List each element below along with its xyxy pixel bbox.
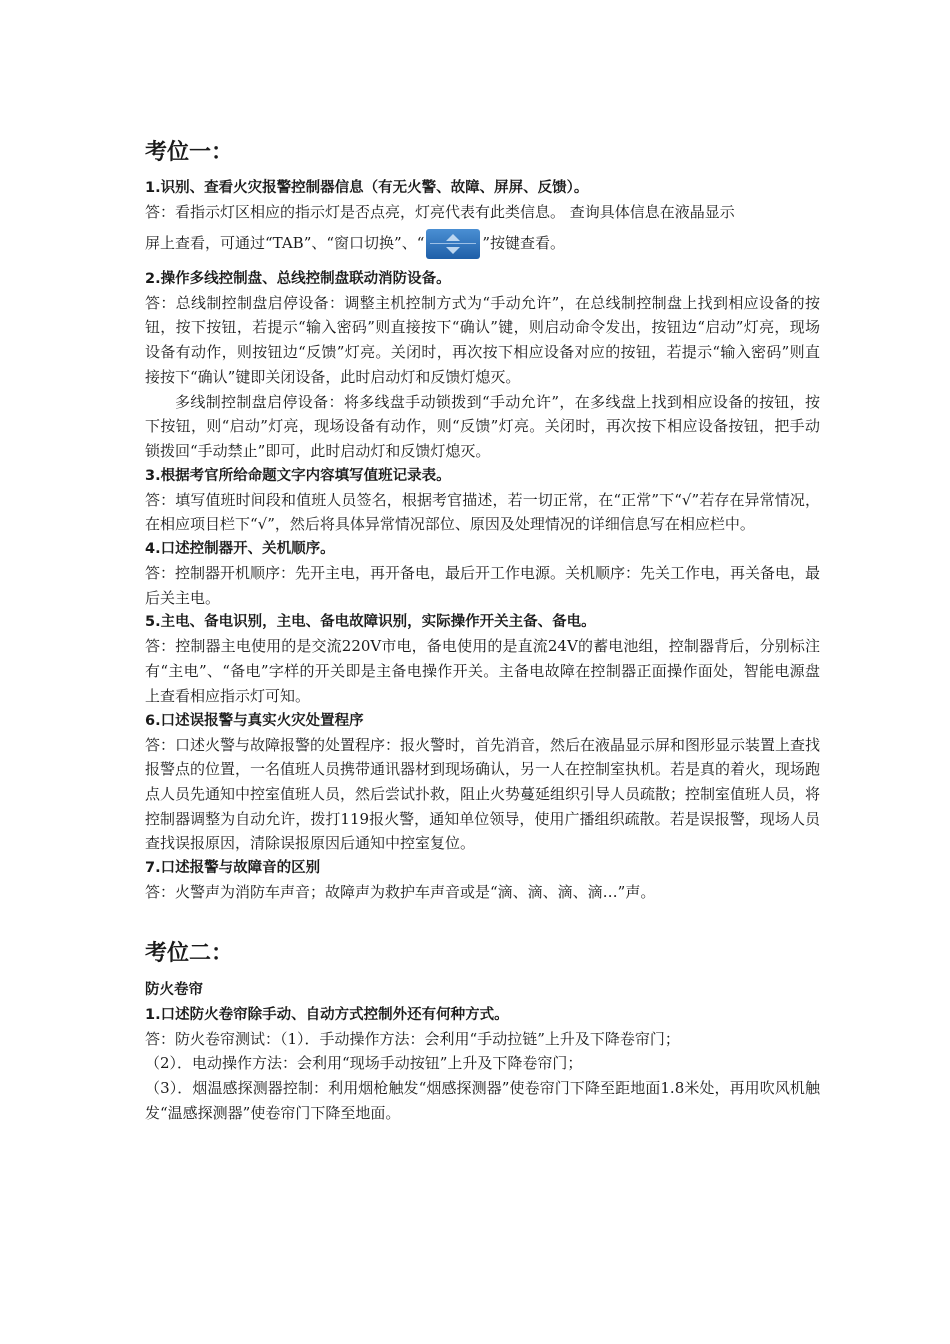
answer-5: 答：控制器主电使用的是交流220V市电，备电使用的是直流24V的蓄电池组，控制器背后，分别标注有“主电”、“备电”字样的开关即是主备电操作开关。主备电故障在控制器正面操作面处，智能电源盘上查看相应指示灯可知。 xyxy=(145,637,820,705)
question-2: 2.操作多线控制盘、总线控制盘联动消防设备。 xyxy=(145,270,451,287)
answer-7: 答：火警声为消防车声音；故障声为救护车声音或是“滴、滴、滴、滴…”声。 xyxy=(145,883,656,902)
answer-1-line-2 xyxy=(145,225,820,261)
answer-2-extra: 多线制控制盘启停设备：将多线盘手动锁拨到“手动允许”，在多线盘上找到相应设备的按钮，按下按钮，则“启动”灯亮，现场设备有动作，则“反馈”灯亮。关闭时，再次按下相应设备按钮，把手动锁拨回“手动禁止”即可，此时启动灯和反馈灯熄灭。 xyxy=(145,392,820,460)
section-subtitle: 防火卷帘 xyxy=(145,981,203,998)
question-6: 6.口述误报警与真实火灾处置程序 xyxy=(145,712,364,729)
answer-1-text-after: ”按键查看。 xyxy=(482,233,566,252)
answer-8-line-1: 答：防火卷帘测试：（1）．手动操作方法：会利用“手动拉链”上升及下降卷帘门； xyxy=(145,1029,680,1048)
up-down-key-icon xyxy=(426,229,480,259)
question-4: 4.口述控制器开、关机顺序。 xyxy=(145,541,335,558)
section-title-2: 考位二： xyxy=(145,939,234,966)
answer-1-line-1: 答：看指示灯区相应的指示灯是否点亮，灯亮代表有此类信息。 查询具体信息在液晶显示 xyxy=(145,203,735,221)
question-7: 7.口述报警与故障音的区别 xyxy=(145,860,321,877)
question-1: 1.识别、查看火灾报警控制器信息（有无火警、故障、屏屏、反馈）。 xyxy=(145,180,589,196)
answer-8-line-3: （3）．烟温感探测器控制：利用烟枪触发“烟感探测器”使卷帘门下降至距地面1.8米处，再用吹风机触发“温感探测器”使卷帘门下降至地面。 xyxy=(145,1079,820,1122)
answer-3: 答：填写值班时间段和值班人员签名，根据考官描述，若一切正常，在“正常”下“√”若存在异常情况，在相应项目栏下“√”，然后将具体异常情况部位、原因及处理情况的详细信息写在相应栏中。 xyxy=(145,490,820,534)
document-content xyxy=(145,132,820,1126)
arrow-up-icon xyxy=(446,234,460,241)
answer-4: 答：控制器开机顺序：先开主电，再开备电，最后开工作电源。关机顺序：先关工作电，再关备电，最后关主电。 xyxy=(145,564,821,607)
section-title-1: 考位一： xyxy=(145,139,234,165)
arrow-down-icon xyxy=(446,247,460,254)
answer-8-line-2: （2）．电动操作方法：会利用“现场手动按钮”上升及下降卷帘门； xyxy=(145,1054,583,1073)
question-3: 3.根据考官所给命题文字内容填写值班记录表。 xyxy=(145,467,451,484)
question-8: 1.口述防火卷帘除手动、自动方式控制外还有何种方式。 xyxy=(145,1006,509,1023)
answer-6: 答：口述火警与故障报警的处置程序：报火警时，首先消音，然后在液晶显示屏和图形显示装置上查找报警点的位置，一名值班人员携带通讯器材到现场确认，另一人在控制室执机。若是真的着火，现场跑点人员先通知中控室值班人员，然后尝试扑救，阻止火势蔓延组织引导人员疏散；控制室值班人员，将控制器调整为自动允许，拨打119报火警，通知单位领导，使用广播组织疏散。若是误报警，现场人员查找误报原因，清除误报原因后通知中控室复位。 xyxy=(145,735,821,853)
answer-2: 答：总线制控制盘启停设备：调整主机控制方式为“手动允许”，在总线制控制盘上找到相应设备的按钮，按下按钮，若提示“输入密码”则直接按下“确认”键，则启动命令发出，按钮边“启动”灯亮，现场设备有动作，则按钮边“反馈”灯亮。关闭时，再次按下相应设备对应的按钮，若提示“输入密码”则直接按下“确认”键即关闭设备，此时启动灯和反馈灯熄灭。 xyxy=(145,293,820,386)
question-5: 5.主电、备电识别，主电、备电故障识别，实际操作开关主备、备电。 xyxy=(145,614,596,631)
answer-1-text-before: 屏上查看，可通过“TAB”、“窗口切换”、“ xyxy=(145,233,425,252)
